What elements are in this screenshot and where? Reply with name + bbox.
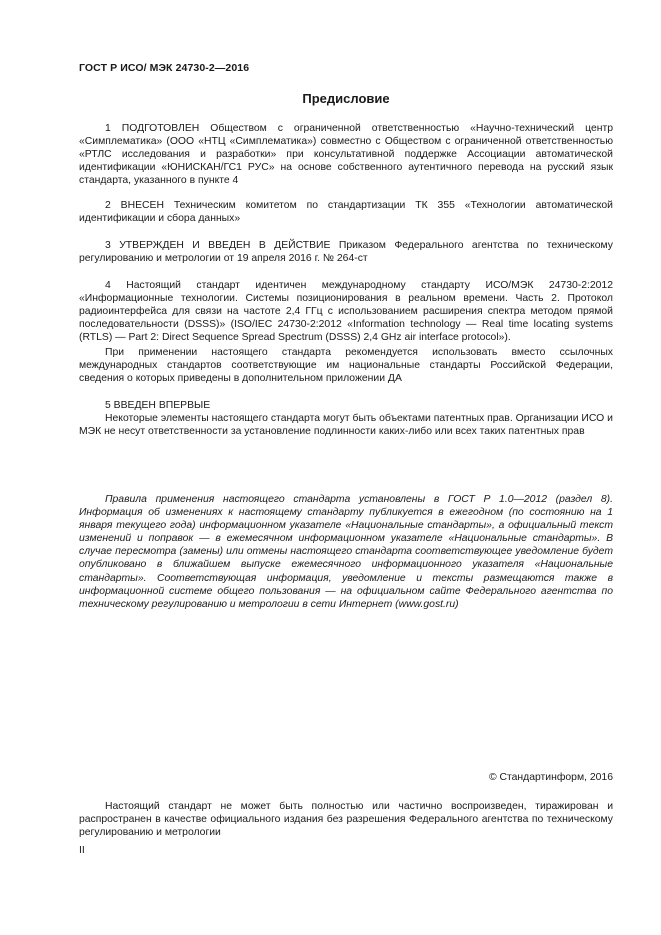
paragraph-4-identical: 4 Настоящий стандарт идентичен международному стандарту ИСО/МЭК 24730-2:2012 «Информационные технологии. Системы позиционирования в реальном времени. Часть 2. Протокол радиоинтерфейса для связи на частоте 2,4 ГГц с использованием расширения спектра методом прямой последовательности (DSSS)» (ISO/IEC 24730-2:2012 «Information technology — Real time locating systems (RTLS) — Part 2: Direct Sequence Spread Spectrum (DSSS) 2,4 GHz air interface protocol»).	[79, 280, 613, 344]
page-number: II	[79, 845, 85, 856]
paragraph-3-approved: 3 УТВЕРЖДЕН И ВВЕДЕН В ДЕЙСТВИЕ Приказом Федерального агентства по техническому регулированию и метрологии от 19 апреля 2016 г. № 264-ст	[79, 240, 613, 265]
paragraph-1-prepared: 1 ПОДГОТОВЛЕН Обществом с ограниченной ответственностью «Научно-технический центр «Симплематика» (ООО «НТЦ «Симплематика») совместно с Обществом с ограниченной ответственностью «РТЛС исследования и разработки» при консультативной поддержке Ассоциации автоматической идентификации «ЮНИСКАН/ГС1 РУС» на основе собственного аутентичного перевода на русский язык стандарта, указанного в пункте 4	[79, 123, 613, 187]
paragraph-5-first-introduced: 5 ВВЕДЕН ВПЕРВЫЕ	[105, 400, 211, 411]
document-code-header: ГОСТ Р ИСО/ МЭК 24730-2—2016	[79, 62, 250, 74]
paragraph-2-introduced: 2 ВНЕСЕН Техническим комитетом по стандартизации ТК 355 «Технологии автоматической идентификации и сбора данных»	[79, 200, 613, 225]
page-title: Предисловие	[302, 91, 390, 106]
copyright-line: © Стандартинформ, 2016	[488, 772, 613, 783]
reproduction-notice: Настоящий стандарт не может быть полностью или частично воспроизведен, тиражирован и распространен в качестве официального издания без разрешения Федерального агентства по техническому регулированию и метрологии	[79, 801, 613, 839]
application-rules-note: Правила применения настоящего стандарта установлены в ГОСТ Р 1.0—2012 (раздел 8). Информация об изменениях к настоящему стандарту публикуется в ежегодном (по состоянию на 1 января текущего года) информационном указателе «Национальные стандарты», а официальный текст изменений и поправок — в ежемесячном информационном указателе «Национальные стандарты». В случае пересмотра (замены) или отмены настоящего стандарта соответствующее уведомление будет опубликовано в ближайшем выпуске ежемесячного информационного указателя «Национальные стандарты». Соответствующая информация, уведомление и тексты размещаются также в информационной системе общего пользования — на официальном сайте Федерального агентства по техническому регулированию и метрологии в сети Интернет (www.gost.ru)	[79, 494, 613, 610]
paragraph-patent-note: Некоторые элементы настоящего стандарта могут быть объектами патентных прав. Организации ИСО и МЭК не несут ответственности за установление подлинности каких-либо или всех таких патентных прав	[79, 413, 613, 438]
paragraph-4-note: При применении настоящего стандарта рекомендуется использовать вместо ссылочных международных стандартов соответствующие им национальные стандарты Российской Федерации, сведения о которых приведены в дополнительном приложении ДА	[79, 347, 613, 385]
